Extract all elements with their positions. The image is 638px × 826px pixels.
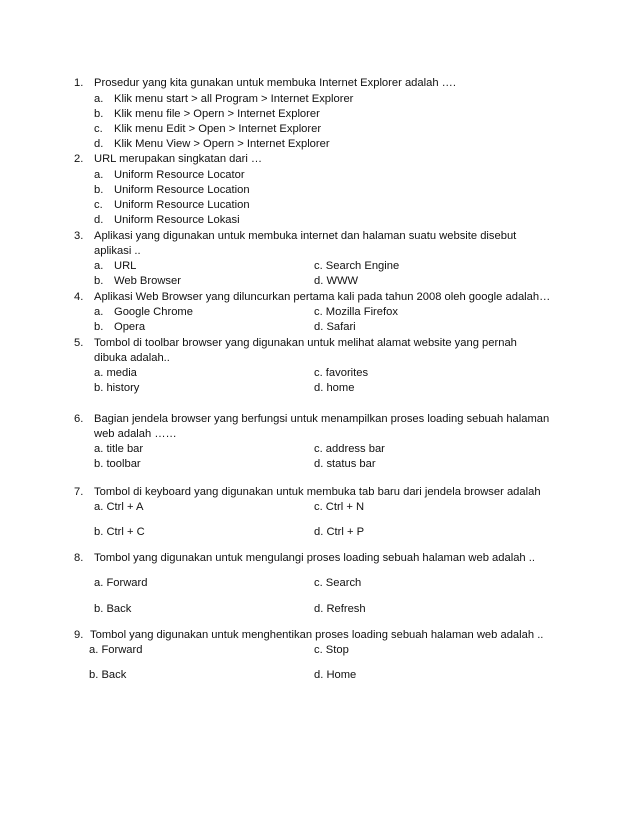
question-text: Tombol yang digunakan untuk mengulangi proses loading sebuah halaman web adalah ..	[94, 552, 535, 564]
option-text: d. Refresh	[314, 603, 366, 615]
question-text: Prosedur yang kita gunakan untuk membuka Internet Explorer adalah ….	[94, 77, 456, 89]
option-text: c. Ctrl + N	[314, 501, 365, 513]
option-letter: d.	[94, 214, 104, 226]
option-text: Uniform Resource Location	[114, 184, 250, 196]
question-text: URL merupakan singkatan dari …	[94, 153, 263, 165]
option-letter: b.	[94, 275, 104, 287]
question-number: 9.	[74, 629, 84, 641]
option-text: d. Ctrl + P	[314, 526, 365, 538]
option-text: Google Chrome	[114, 306, 193, 318]
question-number: 1.	[74, 77, 84, 89]
option-text: Klik menu file > Opern > Internet Explorer	[114, 108, 320, 120]
question-text: Tombol yang digunakan untuk menghentikan proses loading sebuah halaman web adalah ..	[90, 629, 544, 641]
option-text: a. Forward	[89, 644, 143, 656]
option-text: Opera	[114, 321, 146, 333]
option-text: d. Safari	[314, 321, 356, 333]
question-text: Aplikasi yang digunakan untuk membuka internet dan halaman suatu website disebut	[94, 230, 517, 242]
option-text: Klik menu start > all Program > Internet Explorer	[114, 93, 354, 105]
option-letter: a.	[94, 306, 104, 318]
option-text: d. home	[314, 382, 355, 394]
question-text-continued: aplikasi ..	[94, 245, 141, 257]
question-number: 3.	[74, 230, 84, 242]
option-text: c. address bar	[314, 443, 385, 455]
option-text: b. Back	[89, 669, 127, 681]
option-text: Klik menu Edit > Open > Internet Explorer	[114, 123, 322, 135]
question-text: Tombol di keyboard yang digunakan untuk membuka tab baru dari jendela browser adalah	[94, 486, 541, 498]
question-number: 8.	[74, 552, 84, 564]
option-text: Uniform Resource Locator	[114, 169, 245, 181]
option-letter: d.	[94, 138, 104, 150]
option-letter: a.	[94, 169, 104, 181]
option-text: c. Stop	[314, 644, 349, 656]
option-letter: b.	[94, 184, 104, 196]
option-text: b. toolbar	[94, 458, 141, 470]
question-number: 4.	[74, 291, 84, 303]
option-letter: a.	[94, 260, 104, 272]
option-text: c. Search	[314, 577, 362, 589]
option-letter: b.	[94, 108, 104, 120]
question-number: 2.	[74, 153, 84, 165]
question-text: Aplikasi Web Browser yang diluncurkan pertama kali pada tahun 2008 oleh google adalah…	[94, 291, 551, 303]
option-text: URL	[114, 260, 137, 272]
question-number: 7.	[74, 486, 84, 498]
option-letter: b.	[94, 321, 104, 333]
question-text: Bagian jendela browser yang berfungsi untuk menampilkan proses loading sebuah halaman	[94, 413, 550, 425]
option-text: a. Forward	[94, 577, 148, 589]
option-text: Uniform Resource Lucation	[114, 199, 250, 211]
option-letter: c.	[94, 199, 103, 211]
option-text: d. WWW	[314, 275, 359, 287]
option-text: Web Browser	[114, 275, 181, 287]
option-text: b. Ctrl + C	[94, 526, 145, 538]
question-number: 5.	[74, 337, 84, 349]
option-text: a. title bar	[94, 443, 144, 455]
option-text: c. Mozilla Firefox	[314, 306, 398, 318]
option-text: Klik Menu View > Opern > Internet Explorer	[114, 138, 330, 150]
question-text-continued: dibuka adalah..	[94, 352, 170, 364]
question-text-continued: web adalah ……	[94, 428, 177, 440]
option-text: c. Search Engine	[314, 260, 400, 272]
question-number: 6.	[74, 413, 84, 425]
option-text: d. status bar	[314, 458, 376, 470]
option-text: Uniform Resource Lokasi	[114, 214, 240, 226]
option-letter: a.	[94, 93, 104, 105]
option-text: c. favorites	[314, 367, 369, 379]
option-text: a. media	[94, 367, 137, 379]
option-letter: c.	[94, 123, 103, 135]
option-text: b. Back	[94, 603, 132, 615]
option-text: b. history	[94, 382, 140, 394]
option-text: d. Home	[314, 669, 357, 681]
question-text: Tombol di toolbar browser yang digunakan untuk melihat alamat website yang pernah	[94, 337, 517, 349]
option-text: a. Ctrl + A	[94, 501, 144, 513]
